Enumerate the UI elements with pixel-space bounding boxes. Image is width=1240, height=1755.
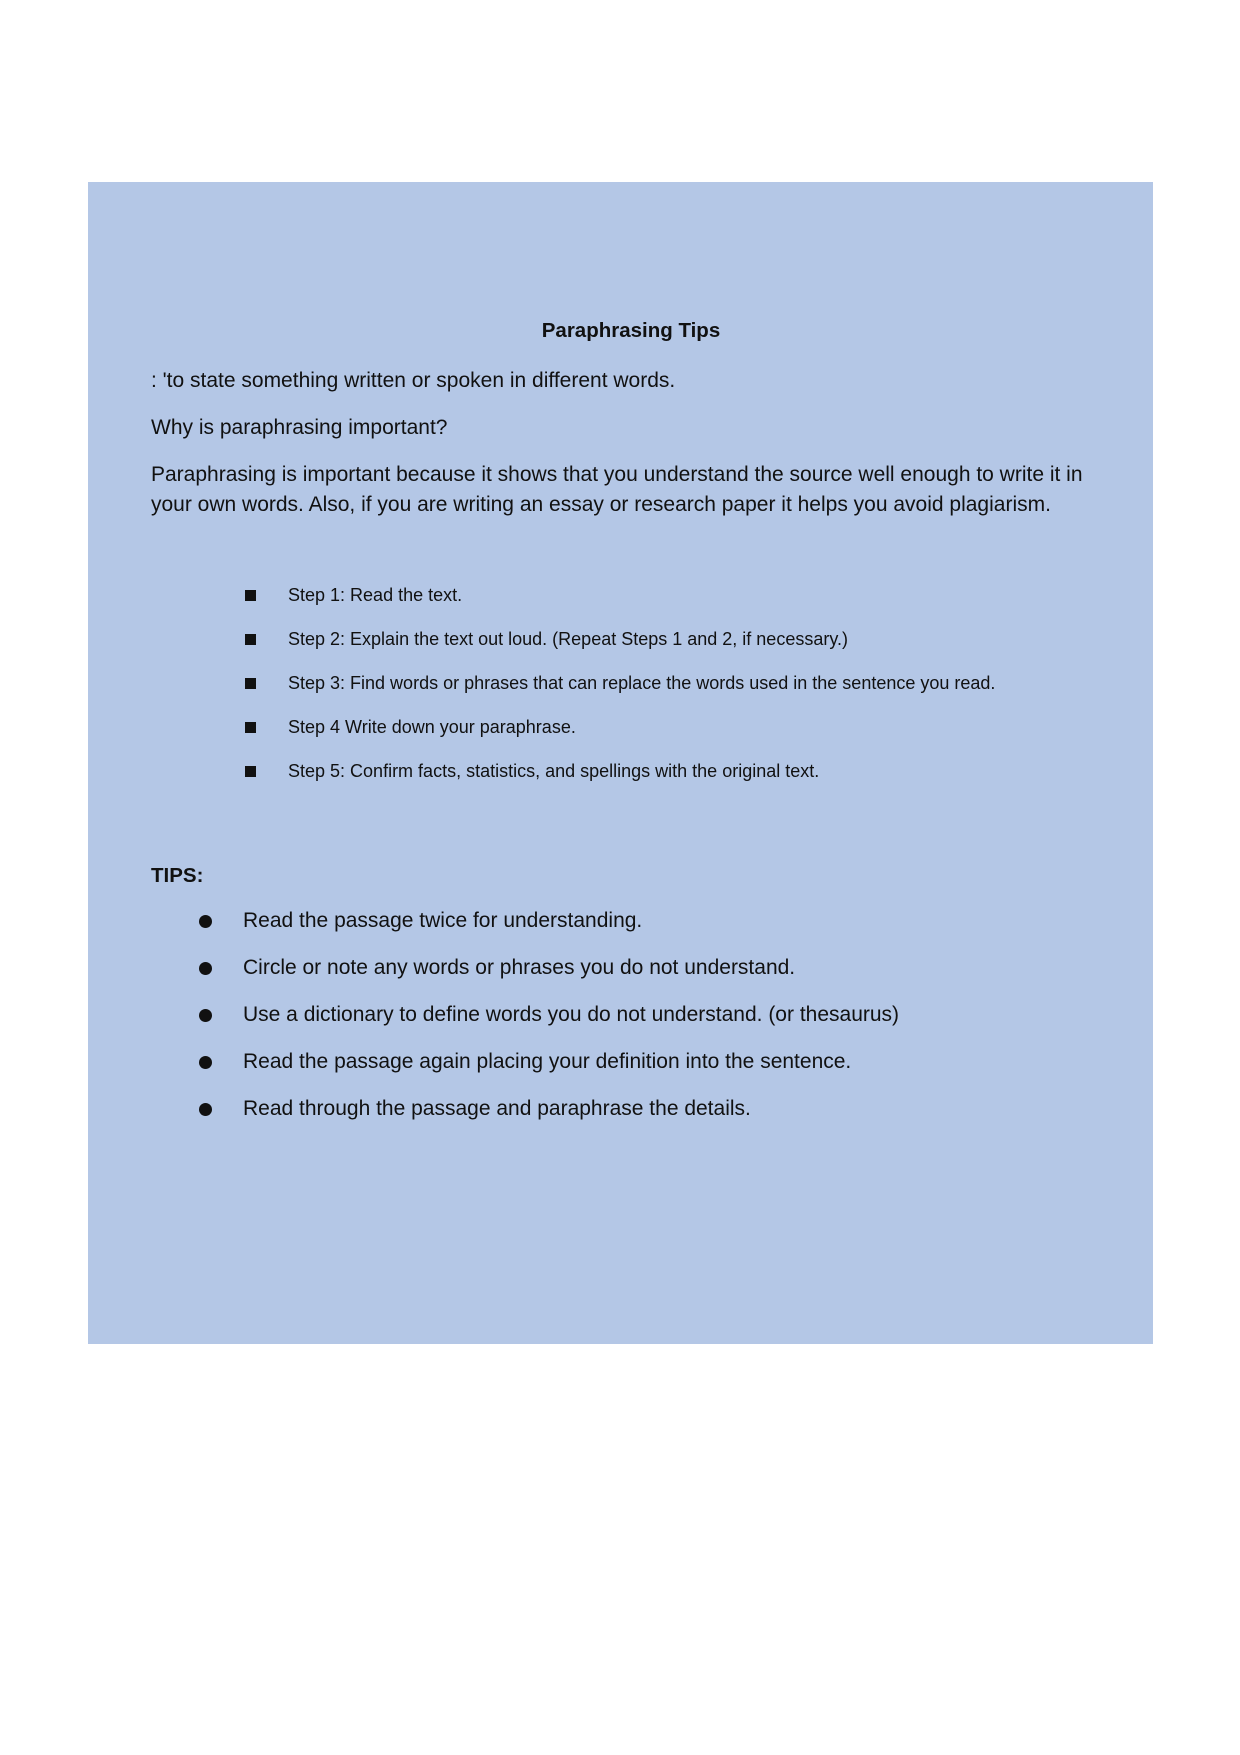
square-bullet-icon [245, 678, 256, 689]
tip-item [151, 953, 1111, 1000]
step-text: Step 2: Explain the text out loud. (Repeat Steps 1 and 2, if necessary.) [288, 629, 848, 649]
tips-list [151, 906, 1111, 1141]
round-bullet-icon [199, 1056, 212, 1069]
tip-item [151, 1000, 1111, 1047]
content-panel [88, 182, 1153, 1344]
step-text: Step 1: Read the text. [288, 585, 463, 605]
answer-paragraph: Paraphrasing is important because it shows that you understand the source well enough to write it in your own words. Also, if you are writing an essay or research paper it helps you avoid plagiarism. [151, 463, 1083, 516]
step-item [151, 626, 1111, 670]
step-text: Step 4 Write down your paraphrase. [288, 717, 576, 737]
step-item [151, 714, 1111, 758]
tip-text: Read the passage twice for understanding. [243, 909, 643, 932]
steps-list [151, 582, 1111, 802]
round-bullet-icon [199, 962, 212, 975]
tip-item [151, 1047, 1111, 1094]
square-bullet-icon [245, 722, 256, 733]
tip-item [151, 906, 1111, 953]
tips-heading: TIPS: [151, 864, 204, 887]
square-bullet-icon [245, 590, 256, 601]
step-item [151, 758, 1111, 802]
round-bullet-icon [199, 915, 212, 928]
square-bullet-icon [245, 766, 256, 777]
step-item [151, 582, 1111, 626]
definition-text: : 'to state something written or spoken in different words. [151, 369, 676, 392]
step-text: Step 5: Confirm facts, statistics, and spellings with the original text. [288, 761, 820, 781]
square-bullet-icon [245, 634, 256, 645]
step-text: Step 3: Find words or phrases that can replace the words used in the sentence you read. [288, 673, 996, 693]
tip-text: Use a dictionary to define words you do not understand. (or thesaurus) [243, 1003, 900, 1026]
tip-text: Read the passage again placing your definition into the sentence. [243, 1050, 852, 1073]
question-text: Why is paraphrasing important? [151, 416, 448, 439]
round-bullet-icon [199, 1009, 212, 1022]
page-title: Paraphrasing Tips [541, 319, 721, 342]
tip-item [151, 1094, 1111, 1141]
tip-text: Read through the passage and paraphrase the details. [243, 1097, 751, 1120]
round-bullet-icon [199, 1103, 212, 1116]
tip-text: Circle or note any words or phrases you do not understand. [243, 956, 796, 979]
step-item [151, 670, 1111, 714]
